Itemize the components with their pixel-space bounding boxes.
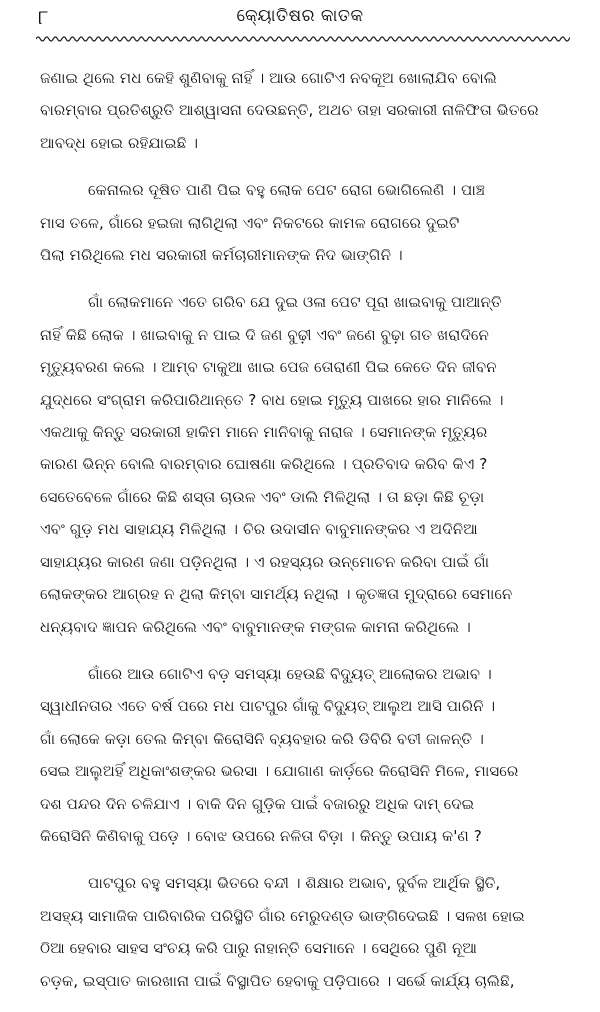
text-line: କେନାଲର ଦୂଷିତ ପାଣି ପିଇ ବହୁ ଲୋକ ପେଟ ରୋଗ ଭୋଗିଲେଣି । ପାଞ୍ଚ — [88, 181, 486, 200]
text-line: ଆବଦ୍ଧ ହୋଇ ରହିଯାଇଛି । — [40, 133, 199, 152]
text-body — [40, 62, 572, 1012]
wavy-rule — [36, 34, 570, 44]
text-line: ଏକଥାକୁ କିନ୍ତୁ ସରକାରୀ ହାକିମ ମାନେ ମାନିବାକୁ ନାରାଜ । ସେମାନଙ୍କ ମୃତ୍ୟୁର — [40, 423, 488, 442]
text-line: ସେତେବେଳେ ଗାଁରେ କିଛି ଶସ୍ତା ଚାଉଳ ଏବଂ ଡାଲି ମିଳିଥିଲା । ତା ଛଡ଼ା କିଛି ଚୂଡ଼ା — [40, 487, 485, 506]
text-line: ମୃତ୍ୟୁବରଣ କଲେ । ଆମ୍ବ ଟାକୁଆ ଖାଇ ପେଜ ତୋରାଣୀ ପିଇ କେତେ ଦିନ ଜୀବନ — [40, 358, 497, 377]
paragraph — [40, 286, 572, 642]
running-title: କ୍ୟୋତିଷର କାତକ — [236, 6, 364, 26]
text-line: ମାସ ତଳେ, ଗାଁରେ ହଇଜା ଲାଗିଥିଲା ଏବଂ ନିକଟରେ କାମଳ ରୋଗରେ ଦୁଇଟି — [40, 213, 460, 232]
text-line: ପିଲା ମରିଥିଲେ ମଧ ସରକାରୀ କର୍ମଚାରୀମାନଙ୍କ ନିଦ ଭାଙ୍ଗିନି । — [40, 246, 403, 265]
text-line: ଏବଂ ଗୁଡ଼ ମଧ ସାହାଯ୍ୟ ମିଳିଥିଲା । ଚିର ଉଦାସୀନ ବାବୁମାନଙ୍କର ଏ ଅଦିନିଆ — [40, 520, 478, 539]
text-line: ଅସହ୍ୟ ସାମାଜିକ ପାରିବାରିକ ପରିସ୍ଥିତି ଗାଁର ମେରୁଦଣ୍ଡ ଭାଙ୍ଗିଦେଇଛି । ସଳଖ ହୋଇ — [40, 906, 525, 925]
text-line: ଦଶ ପନ୍ଦର ଦିନ ଚଳିଯାଏ । ବାକି ଦିନ ଗୁଡ଼ିକ ପାଇଁ ବଜାରରୁ ଅଧିକ ଦାମ୍ ଦେଇ — [40, 794, 475, 813]
text-line: କାରଣ ଭିନ୍ନ ବୋଲି ବାରମ୍ବାର ଘୋଷଣା କରିଥିଲେ । ପ୍ରତିବାଦ କରିବ କିଏ ? — [40, 455, 488, 474]
text-line: ଗାଁରେ ଆଉ ଗୋଟିଏ ବଡ଼ ସମସ୍ୟା ହେଉଛି ବିଦ୍ୟୁତ୍ ଆଲୋକର ଅଭାବ । — [88, 664, 492, 683]
text-line: ଗାଁ ଲୋକମାନେ ଏତେ ଗରିବ ଯେ ଦୁଇ ଓଳା ପେଟ ପୂରା ଖାଇବାକୁ ପାଆନ୍ତି — [88, 293, 502, 312]
text-line: ଯୁଦ୍ଧରେ ସଂଗ୍ରାମ କରିପାରିଥାନ୍ତେ ? ବାଧ ହୋଇ ମୃତ୍ୟୁ ପାଖରେ ହାର ମାନିଲେ । — [40, 390, 504, 409]
wavy-rule-graphic — [36, 34, 570, 44]
paragraph — [40, 62, 572, 159]
text-line: ଚଡ଼କ, ଇସ୍ପାତ କାରଖାନା ପାଇଁ ବିସ୍ଥାପିତ ହେବାକୁ ପଡ଼ିପାରେ । ସର୍ଭେ କାର୍ଯ୍ୟ ଚାଲିଛି, — [40, 971, 515, 990]
text-line: ଧନ୍ୟବାଦ ଜ୍ଞାପନ କରିଥିଲେ ଏବଂ ବାବୁମାନଙ୍କ ମଙ୍ଗଳ କାମନା କରିଥିଲେ । — [40, 617, 471, 636]
text-line: ସେଇ ଆଲୁଅହିଁ ଅଧିକାଂଶଙ୍କର ଭରସା । ଯୋଗାଣ କାର୍ଡ଼ରେ କିରୋସିନି ମିଳେ, ମାସରେ — [40, 762, 519, 781]
text-line: ଲୋକଙ୍କର ଆଗ୍ରହ ନ ଥିଲା କିମ୍ବା ସାମର୍ଥ୍ୟ ନଥିଲା । କୃତଜ୍ଞତା ମୁଦ୍ରାରେ ସେମାନେ — [40, 585, 513, 604]
text-line: ଗାଁ ଲୋକେ କଡ଼ା ତେଲ କିମ୍ବା କିରୋସିନି ବ୍ୟବହାର କରି ଡିବିରି ବତୀ ଜାଳନ୍ତି । — [40, 729, 484, 748]
text-line: ପାଟପୁର ବହୁ ସମସ୍ୟା ଭିତରେ ବନ୍ଦୀ । ଶିକ୍ଷାର ଅଭାବ, ଦୁର୍ବଳ ଆର୍ଥିକ ସ୍ଥିତି, — [88, 874, 501, 893]
paragraph — [40, 867, 572, 997]
paragraph — [40, 174, 572, 271]
text-line: ବାରମ୍ବାର ପ୍ରତିଶ୍ରୁତି ଆଶ୍ୱାସନା ଦେଉଛନ୍ତି, ଅଥଚ ତାହା ସରକାରୀ ନାଳିଫିତା ଭିତରେ — [40, 101, 539, 120]
paragraph — [40, 658, 572, 852]
text-line: ଜଣାଇ ଥିଲେ ମଧ କେହି ଶୁଣିବାକୁ ନାହିଁ । ଆଉ ଗୋଟିଏ ନବକୂଅ ଖୋଲାଯିବ ବୋଲି — [40, 69, 497, 87]
text-line: କିରୋସିନି କିଣିବାକୁ ପଡ଼େ । ବୋଝ ଉପରେ ନଳିତା ବିଡ଼ା । କିନ୍ତୁ ଉପାୟ କ'ଣ ? — [40, 826, 482, 845]
page-header — [0, 0, 600, 46]
text-line: ନାହିଁ କିଛି ଲୋକ । ଖାଇବାକୁ ନ ପାଇ ଦି ଜଣ ବୁଢ଼ୀ ଏବଂ ଜଣେ ବୁଢ଼ା ଗତ ଖରାଦିନେ — [40, 325, 489, 344]
text-line: ସ୍ୱାଧୀନତାର ଏତେ ବର୍ଷ ପରେ ମଧ ପାଟପୁର ଗାଁକୁ ବିଦ୍ୟୁତ୍ ଆଲୁଅ ଆସି ପାରିନି । — [40, 697, 496, 716]
page-number: ୮ — [38, 5, 49, 29]
text-line: ଠିଆ ହେବାର ସାହସ ସଂଚୟ କରି ପାରୁ ନାହାନ୍ତି ସେମାନେ । ସେଥିରେ ପୁଣି ନୂଆ — [40, 939, 478, 958]
text-line: ସାହାଯ୍ୟର କାରଣ ଜଣା ପଡ଼ିନଥିଲା । ଏ ରହସ୍ୟର ଉନ୍ମୋଚନ କରିବା ପାଇଁ ଗାଁ — [40, 552, 490, 571]
